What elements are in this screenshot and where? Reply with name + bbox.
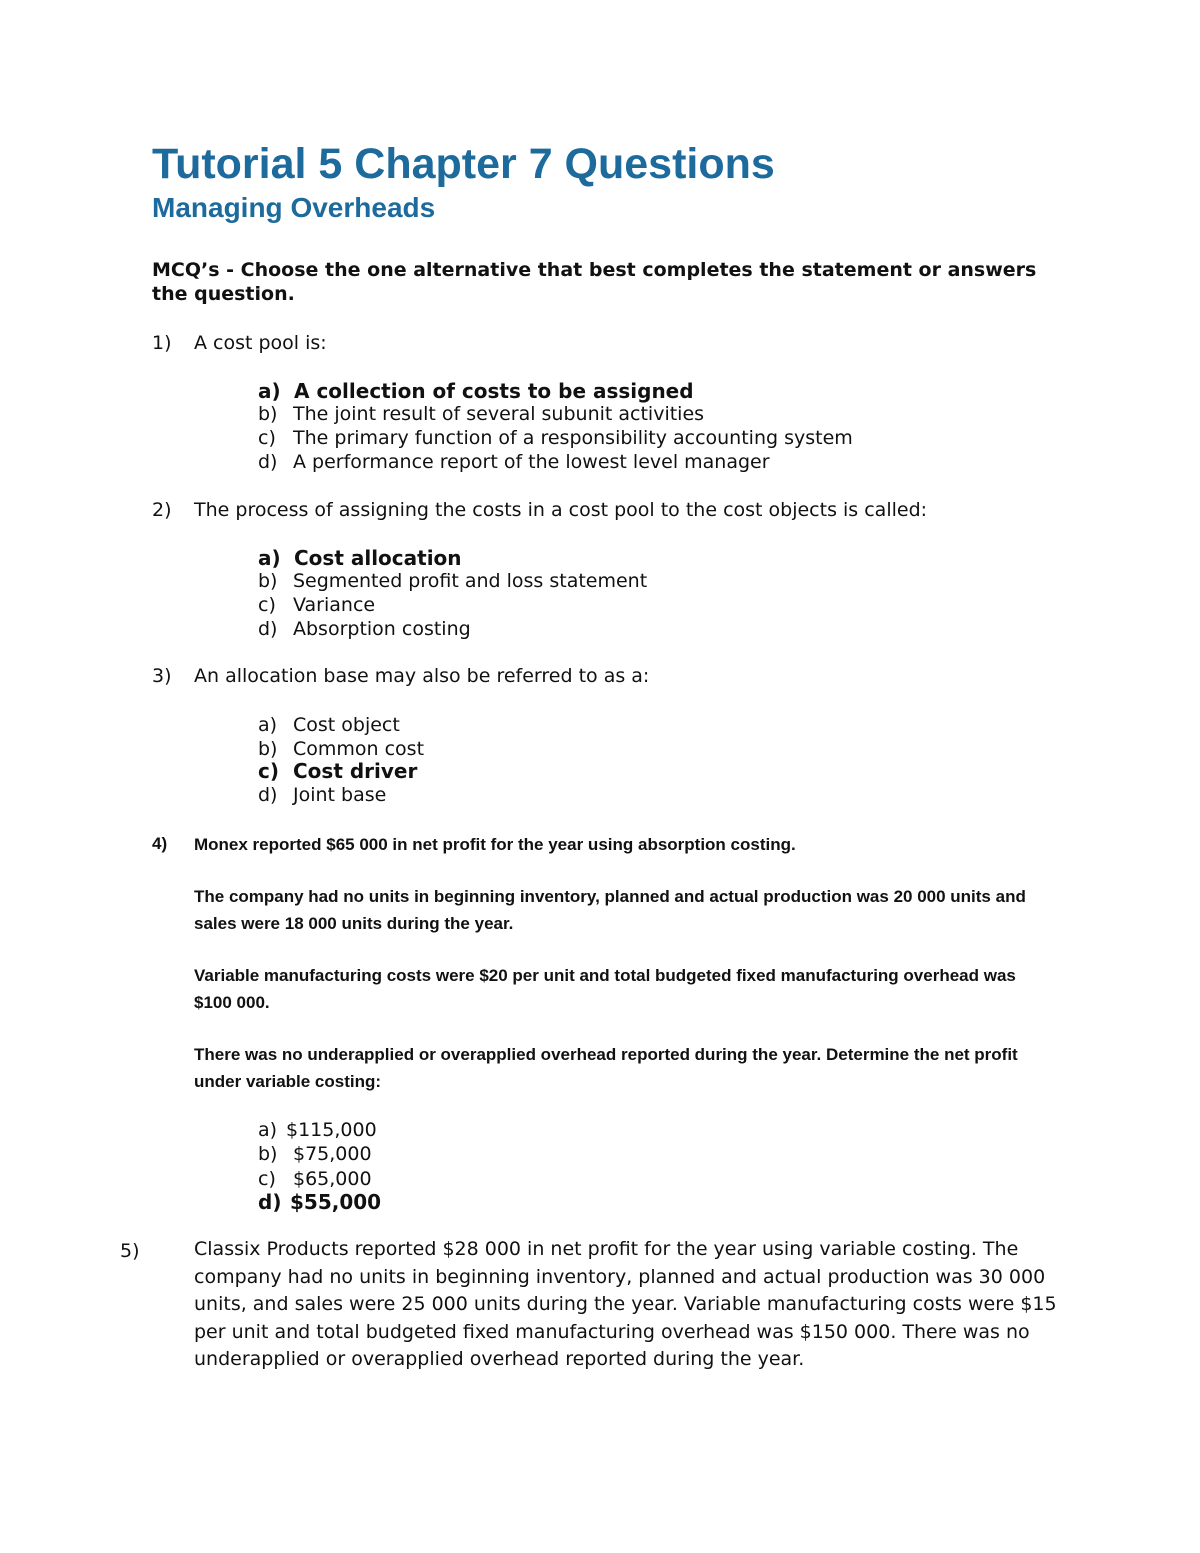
question-number: 4) (152, 834, 168, 853)
option-c (258, 426, 853, 450)
question-text: An allocation base may also be referred to as a: (194, 665, 650, 687)
option-label: d) (258, 784, 278, 806)
option-b (258, 402, 704, 426)
option-text: $65,000 (293, 1168, 372, 1190)
question-paragraph: The company had no units in beginning inventory, planned and actual production was 20 000 units and sales were 18 000 units during the year. (194, 887, 1026, 933)
option-c (258, 1167, 372, 1191)
option-label: d) (258, 618, 278, 640)
option-label: b) (258, 1143, 278, 1165)
option-text: The joint result of several subunit activities (293, 403, 705, 425)
option-label: c) (258, 427, 276, 449)
option-text: Absorption costing (293, 618, 471, 640)
option-a (258, 713, 400, 737)
option-text: Common cost (293, 738, 425, 760)
option-text: Cost driver (293, 759, 418, 783)
option-c-correct (258, 759, 417, 783)
option-text: Cost allocation (294, 546, 462, 570)
option-a-correct (258, 546, 462, 570)
option-text: $75,000 (293, 1143, 372, 1165)
option-a-correct (258, 379, 694, 403)
option-text: The primary function of a responsibility accounting system (293, 427, 853, 449)
option-label: d) (258, 451, 278, 473)
question-paragraph: There was no underapplied or overapplied overhead reported during the year. Determine the net profit under variable costing: (194, 1045, 1018, 1091)
question-text: Classix Products reported $28 000 in net profit for the year using variable costing. The company had no units in beginning inventory, planned and actual production was 30 000 units, and sales were 25 000 units during the year. Variable manufacturing costs were $15 per unit and total budgeted fixed manufacturing overhead was $150 000. There was no underapplied or overapplied overhead reported during the year. (194, 1238, 1057, 1370)
option-text: Cost object (293, 714, 400, 736)
option-a (258, 1118, 377, 1142)
question-paragraph: Monex reported $65 000 in net profit for the year using absorption costing. (194, 835, 796, 854)
question-text: A cost pool is: (194, 332, 327, 354)
instructions: MCQ’s - Choose the one alternative that best completes the statement or answers the question. (152, 259, 1037, 305)
option-label: b) (258, 738, 278, 760)
option-label: a) (258, 546, 281, 570)
option-label: c) (258, 1168, 276, 1190)
question-number: 5) (120, 1240, 140, 1262)
option-label: b) (258, 403, 278, 425)
option-label: a) (258, 379, 281, 403)
option-text: Segmented profit and loss statement (293, 570, 648, 592)
option-label: c) (258, 594, 276, 616)
question-number: 3) (152, 665, 172, 687)
option-text: A collection of costs to be assigned (294, 379, 694, 403)
option-text: Variance (293, 594, 376, 616)
option-label: a) (258, 1119, 278, 1141)
option-b (258, 569, 647, 593)
option-label: b) (258, 570, 278, 592)
option-text: $55,000 (290, 1190, 382, 1214)
option-d (258, 450, 770, 474)
question-text: The process of assigning the costs in a cost pool to the cost objects is called: (194, 499, 928, 521)
option-b (258, 1142, 372, 1166)
option-text: $115,000 (286, 1119, 377, 1141)
option-b (258, 737, 424, 761)
option-d-correct (258, 1190, 381, 1214)
page-subtitle: Managing Overheads (152, 192, 436, 223)
option-d (258, 617, 471, 641)
question-number: 2) (152, 499, 172, 521)
option-text: Joint base (293, 784, 387, 806)
option-d (258, 783, 386, 807)
option-label: d) (258, 1190, 282, 1214)
question-number: 1) (152, 332, 172, 354)
page-title: Tutorial 5 Chapter 7 Questions (152, 140, 775, 188)
option-label: c) (258, 759, 279, 783)
question-paragraph: Variable manufacturing costs were $20 per unit and total budgeted fixed manufacturing overhead was $100 000. (194, 966, 1016, 1012)
option-text: A performance report of the lowest level manager (293, 451, 770, 473)
option-label: a) (258, 714, 278, 736)
option-c (258, 593, 375, 617)
